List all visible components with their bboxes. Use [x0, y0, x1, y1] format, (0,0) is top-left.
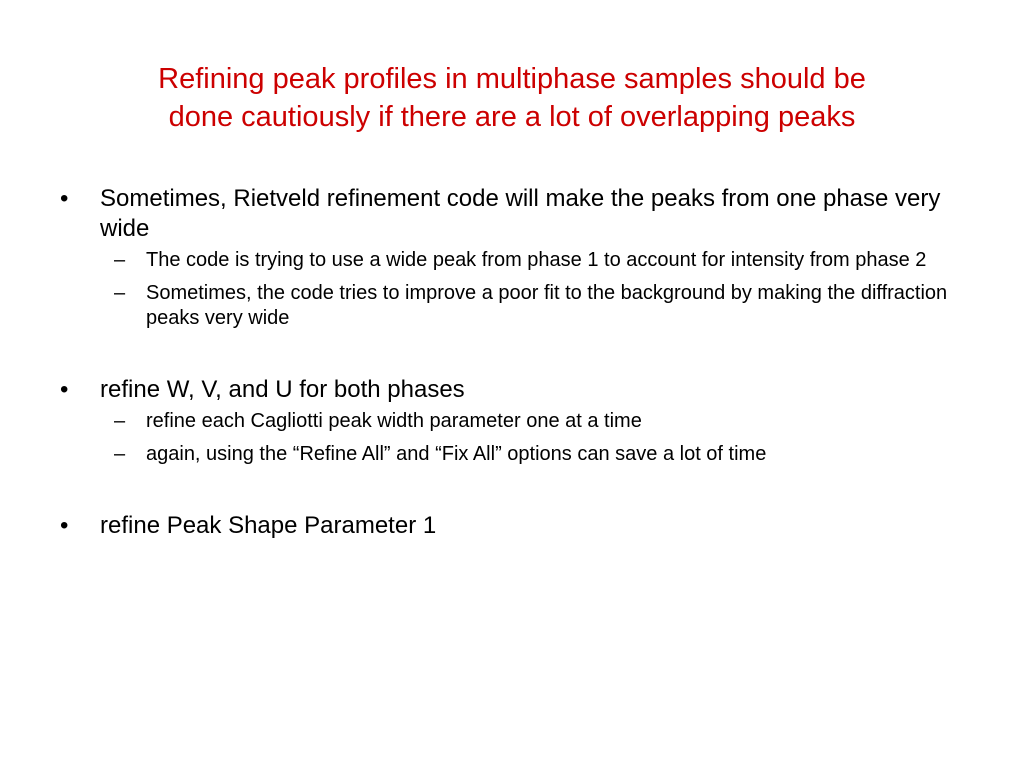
bullet-marker: • [60, 185, 69, 212]
sub-bullet-marker: – [114, 410, 126, 432]
title-line-1: Refining peak profiles in multiphase samples should be [158, 63, 866, 95]
sub-bullet-text: The code is trying to use a wide peak from phase 1 to account for intensity from phase 2 [146, 249, 927, 271]
sub-bullet-list [60, 248, 970, 331]
sub-bullet-item [60, 248, 970, 273]
bullet-text: refine Peak Shape Parameter 1 [100, 512, 437, 539]
bullet-marker: • [60, 376, 69, 403]
title-line-2: done cautiously if there are a lot of overlapping peaks [168, 101, 856, 133]
sub-bullet-marker: – [114, 249, 126, 271]
slide-body [60, 184, 970, 541]
bullet-item [60, 375, 970, 405]
bullet-text: Sometimes, Rietveld refinement code will make the peaks from one phase very wide [100, 185, 941, 242]
sub-bullet-text: Sometimes, the code tries to improve a poor fit to the background by making the diffraction peaks very wide [146, 282, 948, 329]
bullet-item [60, 184, 970, 244]
bullet-text: refine W, V, and U for both phases [100, 376, 465, 403]
sub-bullet-marker: – [114, 282, 126, 304]
sub-bullet-text: again, using the “Refine All” and “Fix All” options can save a lot of time [146, 443, 767, 465]
sub-bullet-marker: – [114, 443, 126, 465]
sub-bullet-list [60, 409, 970, 467]
sub-bullet-item [60, 409, 970, 434]
sub-bullet-text: refine each Cagliotti peak width parameter one at a time [146, 410, 642, 432]
bullet-marker: • [60, 512, 69, 539]
sub-bullet-item [60, 281, 970, 331]
sub-bullet-item [60, 442, 970, 467]
slide-title [70, 60, 954, 136]
bullet-item [60, 511, 970, 541]
